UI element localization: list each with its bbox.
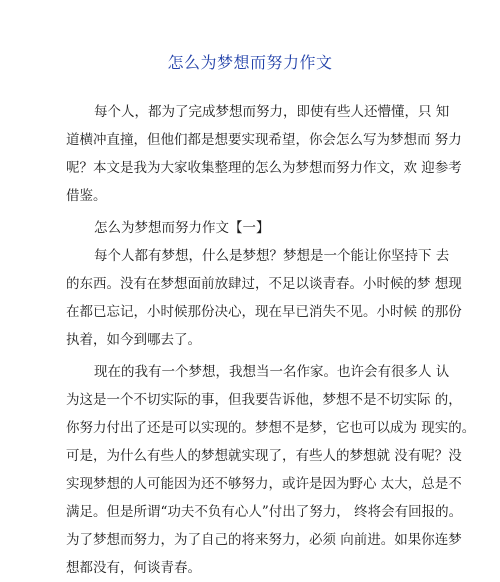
intro-line: 借鉴。 xyxy=(66,188,107,204)
paragraph-1 xyxy=(66,242,462,354)
paragraph-line: 在都已忘记，小时候那份决心，现在早已消失不见。小时候 的那份 xyxy=(66,304,462,320)
paragraph-line: 可是，为什么有些人的梦想就实现了，有些人的梦想就 没有呢？没 xyxy=(66,448,462,464)
paragraph-line: 为这是一个不切实际的事，但我要告诉他，梦想不是不切实际 的， xyxy=(66,392,462,408)
document-title: 怎么为梦想而努力作文 xyxy=(167,53,333,72)
paragraph-2 xyxy=(66,358,476,582)
intro-line: 道横冲直撞，但他们都是想要实现希望，你会怎么写为梦想而 努力 xyxy=(66,132,462,148)
paragraph-line: 执着，如今到哪去了。 xyxy=(66,332,201,348)
paragraph-line: 为了梦想而努力，为了自己的将来努力，必须 向前进。如果你连梦 xyxy=(66,532,462,548)
paragraph-line: 满足。但是所谓“功夫不负有心人”付出了努力， 终将会有回报的。 xyxy=(66,504,463,520)
intro-line: 每个人，都为了完成梦想而努力，即使有些人还懵懂，只 知 xyxy=(94,104,450,120)
paragraph-line: 你努力付出了还是可以实现的。梦想不是梦，它也可以成为 现实的。 xyxy=(66,420,476,436)
section-heading: 怎么为梦想而努力作文【一】 xyxy=(94,220,270,236)
intro-line: 呢？本文是我为大家收集整理的怎么为梦想而努力作文，欢 迎参考 xyxy=(66,160,462,176)
paragraph-line: 每个人都有梦想，什么是梦想？梦想是一个能让你坚持下 去 xyxy=(94,248,450,264)
document-body xyxy=(66,98,476,582)
paragraph-line: 的东西。没有在梦想面前放肆过，不足以谈青春。小时候的梦 想现 xyxy=(66,276,462,292)
paragraph-line: 实现梦想的人可能因为还不够努力，或许是因为野心 太大，总是不 xyxy=(66,476,462,492)
paragraph-line: 想都没有，何谈青春。 xyxy=(66,560,201,576)
paragraph-line: 现在的我有一个梦想，我想当一名作家。也许会有很多人 认 xyxy=(94,364,450,380)
intro-paragraph xyxy=(66,98,462,210)
